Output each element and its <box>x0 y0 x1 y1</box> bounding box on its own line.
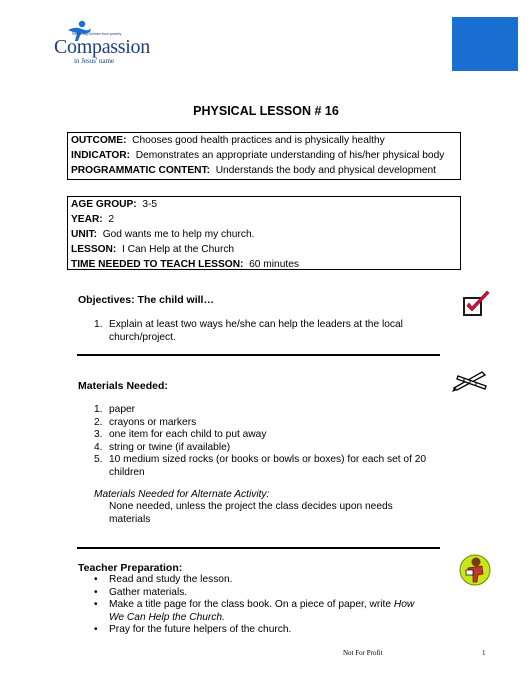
materials-text: string or twine (if available) <box>109 441 231 453</box>
page-title: PHYSICAL LESSON # 16 <box>193 104 339 118</box>
lesson-info-box <box>67 196 461 270</box>
year-label: YEAR: <box>71 214 103 225</box>
page-number: 1 <box>482 649 486 657</box>
prep-item-text: Make a title page for the class book. On a piece of paper, write <box>109 599 394 610</box>
bullet-icon: • <box>94 574 98 585</box>
indicator-value: Demonstrates an appropriate understanding of his/her physical body <box>135 150 445 161</box>
unit-label: UNIT: <box>71 229 98 240</box>
pencil-ruler-icon <box>452 368 488 392</box>
teacher-figure-icon <box>458 552 492 588</box>
materials-text: one item for each child to put away <box>109 429 267 440</box>
logo-small-text: Releasing children from poverty <box>72 32 122 36</box>
materials-num: 1. <box>94 404 103 415</box>
checkbox-check-icon <box>462 290 492 318</box>
age-group-row <box>68 197 460 212</box>
indicator-label: INDICATOR: <box>71 150 131 161</box>
materials-num: 4. <box>94 441 103 453</box>
objectives-item-1-line2: church/project. <box>109 331 176 343</box>
time-row <box>68 257 460 272</box>
unit-row <box>68 227 460 242</box>
outcome-row <box>68 133 460 148</box>
prep-item <box>94 574 444 587</box>
footer-text: Not For Profit <box>343 649 383 657</box>
materials-item <box>94 454 454 467</box>
year-value: 2 <box>108 214 115 225</box>
alt-materials-line2: materials <box>109 513 151 525</box>
alt-materials-text <box>109 501 439 526</box>
bullet-icon: • <box>94 624 98 635</box>
prep-item-text: Read and study the lesson. <box>109 574 233 585</box>
prep-item-emphasis: How <box>393 599 415 610</box>
outcome-value: Chooses good health practices and is physically healthy <box>132 135 385 146</box>
materials-num: 3. <box>94 429 103 440</box>
alt-materials-heading: Materials Needed for Alternate Activity: <box>94 489 270 500</box>
unit-value: God wants me to help my church. <box>102 229 255 240</box>
prep-heading: Teacher Preparation: <box>78 562 183 574</box>
prep-item-text: Gather materials. <box>109 586 188 598</box>
age-group-value: 3-5 <box>142 199 158 210</box>
time-label: TIME NEEDED TO TEACH LESSON: <box>71 259 244 270</box>
divider <box>77 354 440 356</box>
prep-item <box>94 624 444 637</box>
objectives-num-1: 1. <box>94 319 103 330</box>
prep-item <box>94 587 444 600</box>
compassion-logo <box>52 22 164 68</box>
objectives-heading: Objectives: The child will… <box>78 294 214 306</box>
prep-item-3-line2: We Can Help the Church. <box>109 611 225 623</box>
alt-materials-line1: None needed, unless the project the class decides upon needs <box>109 501 393 512</box>
year-row <box>68 212 460 227</box>
programmatic-value: Understands the body and physical development <box>215 165 437 176</box>
materials-text: paper <box>109 404 136 415</box>
divider <box>77 547 440 549</box>
objectives-item-1 <box>109 319 449 344</box>
materials-heading: Materials Needed: <box>78 380 168 392</box>
outcome-box <box>67 132 461 180</box>
bullet-icon: • <box>94 586 98 598</box>
materials-item <box>94 429 454 442</box>
materials-num: 2. <box>94 416 103 428</box>
time-value: 60 minutes <box>249 259 299 270</box>
materials-item <box>94 417 454 430</box>
materials-item <box>94 404 454 417</box>
lesson-label: LESSON: <box>71 244 117 255</box>
outcome-label: OUTCOME: <box>71 135 127 146</box>
blue-block <box>452 17 518 71</box>
programmatic-row <box>68 163 460 178</box>
prep-list <box>94 574 444 637</box>
objectives-item-1-line1: Explain at least two ways he/she can help the leaders at the local <box>109 319 403 330</box>
bullet-icon: • <box>94 599 98 610</box>
materials-item-5-line2: children <box>109 466 145 478</box>
logo-tagline: in Jesus' name <box>74 57 115 65</box>
lesson-value: I Can Help at the Church <box>121 244 235 255</box>
age-group-label: AGE GROUP: <box>71 199 137 210</box>
materials-item <box>94 442 454 455</box>
programmatic-label: PROGRAMMATIC CONTENT: <box>71 165 211 176</box>
materials-text: crayons or markers <box>109 416 197 428</box>
prep-item-text: Pray for the future helpers of the church. <box>109 624 292 635</box>
indicator-row <box>68 148 460 163</box>
materials-list <box>94 404 454 479</box>
prep-item <box>94 599 444 612</box>
materials-text: 10 medium sized rocks (or books or bowls or boxes) for each set of 20 <box>109 454 427 465</box>
materials-num: 5. <box>94 454 103 465</box>
lesson-row <box>68 242 460 257</box>
logo-brand: Compassion <box>54 36 150 58</box>
